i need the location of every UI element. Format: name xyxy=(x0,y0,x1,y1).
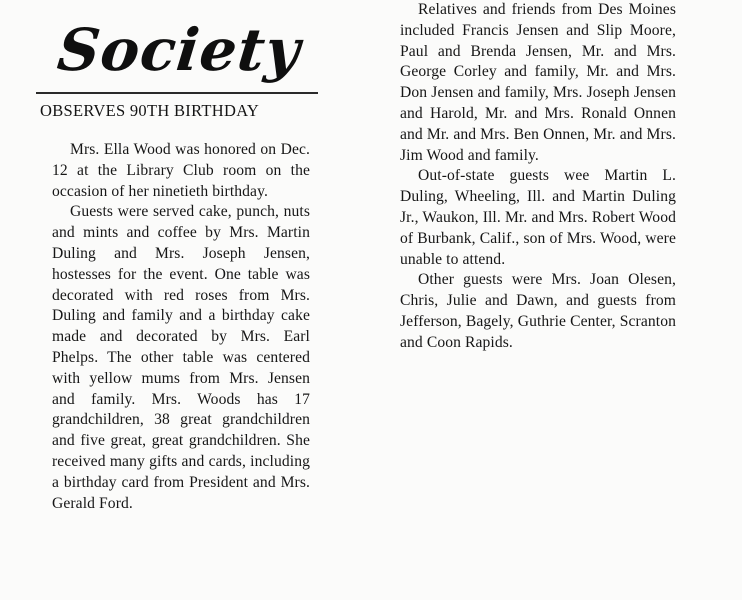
article-headline: OBSERVES 90TH BIRTHDAY xyxy=(40,101,260,120)
article-paragraph: Other guests were Mrs. Joan Olesen, Chris, Julie and Dawn, and guests from Jefferson, Bagely, Guthrie Center, Scranton and Coon Rapids. xyxy=(400,271,676,351)
column-gutter xyxy=(368,0,369,600)
article-left-column xyxy=(52,140,310,514)
article-right-column xyxy=(400,0,676,354)
article-paragraph: Guests were served cake, punch, nuts and mints and coffee by Mrs. Martin Duling and Mrs. Joseph Jensen, hostesses for the event. One table was decorated with red roses from Mrs. Duling and family and a birthday cake made and decorated by Mrs. Earl Phelps. The other table was centered with yellow mums from Mrs. Jensen and family. Mrs. Woods has 17 grandchildren, 38 great grandchildren and five great, great grandchildren. She received many gifts and cards, including a birthday card from President and Mrs. Gerald Ford. xyxy=(52,203,310,512)
article-paragraph: Mrs. Ella Wood was honored on Dec. 12 at the Library Club room on the occasion of her ninetieth birthday. xyxy=(52,141,310,200)
article-paragraph: Out-of-state guests wee Martin L. Duling, Wheeling, Ill. and Martin Duling Jr., Waukon, Ill. Mr. and Mrs. Robert Wood of Burbank, Calif., son of Mrs. Wood, were unable to attend. xyxy=(400,167,676,268)
article-paragraph: Relatives and friends from Des Moines included Francis Jensen and Slip Moore, Paul and Brenda Jensen, Mr. and Mrs. George Corley and family, Mr. and Mrs. Don Jensen and family, Mrs. Joseph Jensen and Harold, Mr. and Mrs. Ronald Onnen and Mr. and Mrs. Ben Onnen, Mr. and Mrs. Jim Wood and family. xyxy=(400,1,676,164)
masthead-rule xyxy=(36,92,318,94)
section-masthead: Society xyxy=(54,16,304,84)
